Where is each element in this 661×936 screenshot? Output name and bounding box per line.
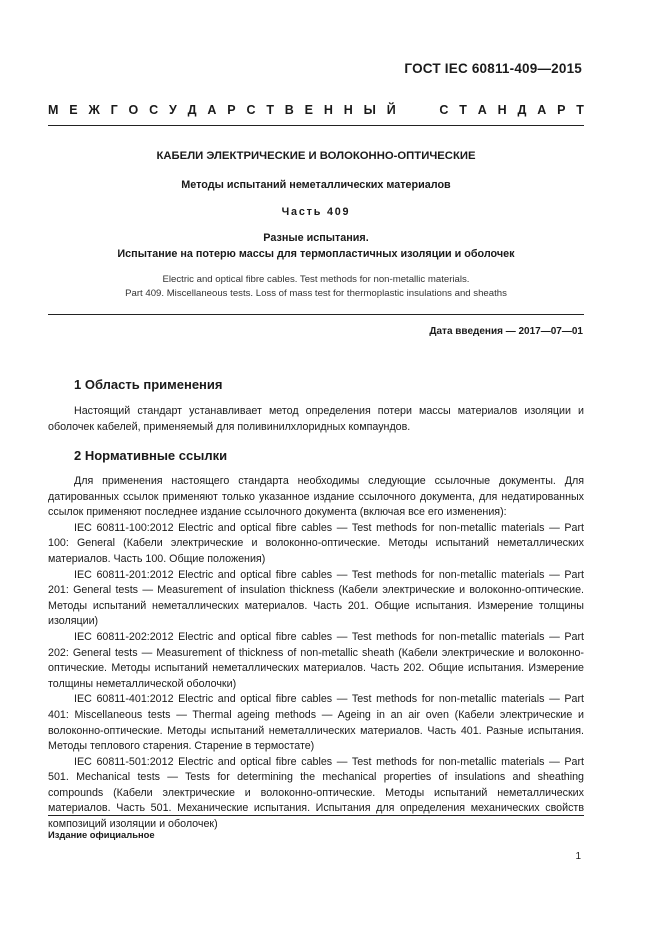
label-letter: А [207, 103, 217, 117]
label-letter: У [169, 103, 177, 117]
label-letter: О [128, 103, 139, 117]
label-letter: Т [576, 103, 584, 117]
reference-item: IEC 60811-501:2012 Electric and optical fibre cables — Test methods for non-metallic materials — Part 501. Mechanical tests — Tests for determining the mechanical properties of insulations and sheathing compounds (Кабели электрические и волоконно-оптические. Методы испытаний неметаллических материалов. Часть 501. Механические испытания. Испытания для определения механических свойств композиций изоляции и оболочек) [48, 755, 584, 831]
section-1-heading: 1 Область применения [74, 377, 223, 392]
title-main: КАБЕЛИ ЭЛЕКТРИЧЕСКИЕ И ВОЛОКОННО-ОПТИЧЕСКИЕ [156, 150, 476, 162]
label-letter: Е [69, 103, 78, 117]
reference-item: IEC 60811-201:2012 Electric and optical fibre cables — Test methods for non-metallic materials — Part 201: General tests — Measurement of insulation thickness (Кабели электрические и волоконно-оптические. Методы испытаний неметаллических материалов. Часть 201. Общие испытания. Измерение толщины изоляции) [48, 568, 584, 628]
label-letter: С [439, 103, 449, 117]
label-letter: В [284, 103, 294, 117]
label-letter: Ж [88, 103, 100, 117]
title-subtitle-line2: Испытание на потерю массы для термопластичных изоляции и оболочек [117, 248, 515, 260]
section-2-body [48, 474, 584, 833]
official-edition-label: Издание официальное [48, 829, 155, 840]
word-gap [407, 103, 429, 117]
label-letter: Н [323, 103, 333, 117]
label-letter: Н [497, 103, 507, 117]
reference-item: IEC 60811-100:2012 Electric and optical fibre cables — Test methods for non-metallic materials — Part 100: General (Кабели электрические и волоконно-оптические. Методы испытаний неметаллических материалов. Часть 100. Общие положения) [48, 521, 584, 565]
title-subtitle-line1: Разные испытания. [263, 232, 369, 244]
label-letter: С [246, 103, 256, 117]
header-rule [48, 125, 584, 126]
label-letter: А [477, 103, 487, 117]
label-letter: Д [517, 103, 527, 117]
section-2-heading: 2 Нормативные ссылки [74, 448, 228, 463]
interstate-standard-label [48, 103, 584, 117]
page-number: 1 [575, 851, 581, 862]
label-letter: С [149, 103, 159, 117]
label-letter: Г [110, 103, 118, 117]
label-letter: Д [187, 103, 197, 117]
label-letter: Р [557, 103, 566, 117]
label-letter: М [48, 103, 59, 117]
title-methods: Методы испытаний неметаллических материалов [181, 179, 451, 191]
reference-item: IEC 60811-401:2012 Electric and optical fibre cables — Test methods for non-metallic materials — Part 401: Miscellaneous tests — Thermal ageing methods — Ageing in an air oven (Кабели электрические и волоконно-оптические. Методы испытаний неметаллических материалов. Часть 401. Разные испытания. Методы теплового старения. Старение в термостате) [48, 693, 584, 753]
label-letter: Т [459, 103, 467, 117]
label-letter: Ы [363, 103, 376, 117]
paragraph: Для применения настоящего стандарта необходимы следующие ссылочные документы. Для датированных ссылок применяют только указанное издание ссылочного документа, для недатированных ссылок применяют последнее издание ссылочного документа (включая все его изменения): [48, 475, 584, 519]
section-1-body [48, 404, 584, 435]
label-letter: Н [343, 103, 353, 117]
title-rule [48, 314, 584, 315]
paragraph: Настоящий стандарт устанавливает метод определения потери массы материалов изоляции и оболочек кабелей, применяемый для поливинилхлоридных компаундов. [48, 405, 584, 433]
footer-rule [48, 815, 584, 816]
title-english-line1: Electric and optical fibre cables. Test methods for non-metallic materials. [162, 274, 470, 285]
label-letter: Е [304, 103, 314, 117]
label-letter: Т [266, 103, 274, 117]
title-part: Часть 409 [281, 206, 351, 218]
label-letter: А [537, 103, 547, 117]
label-letter: Р [227, 103, 236, 117]
reference-item: IEC 60811-202:2012 Electric and optical fibre cables — Test methods for non-metallic materials — Part 202: General tests — Measurement of thickness of non-metallic sheath (Кабели электрические и волоконно-оптические. Методы испытаний неметаллических материалов. Часть 202. Общие испытания. Измерение толщины неметаллической оболочки) [48, 630, 584, 690]
label-letter: Й [386, 103, 396, 117]
title-english-line2: Part 409. Miscellaneous tests. Loss of mass test for thermoplastic insulations and sheaths [125, 288, 507, 299]
introduction-date: Дата введения — 2017—07—01 [429, 326, 583, 337]
document-number: ГОСТ IEC 60811-409—2015 [404, 61, 582, 76]
